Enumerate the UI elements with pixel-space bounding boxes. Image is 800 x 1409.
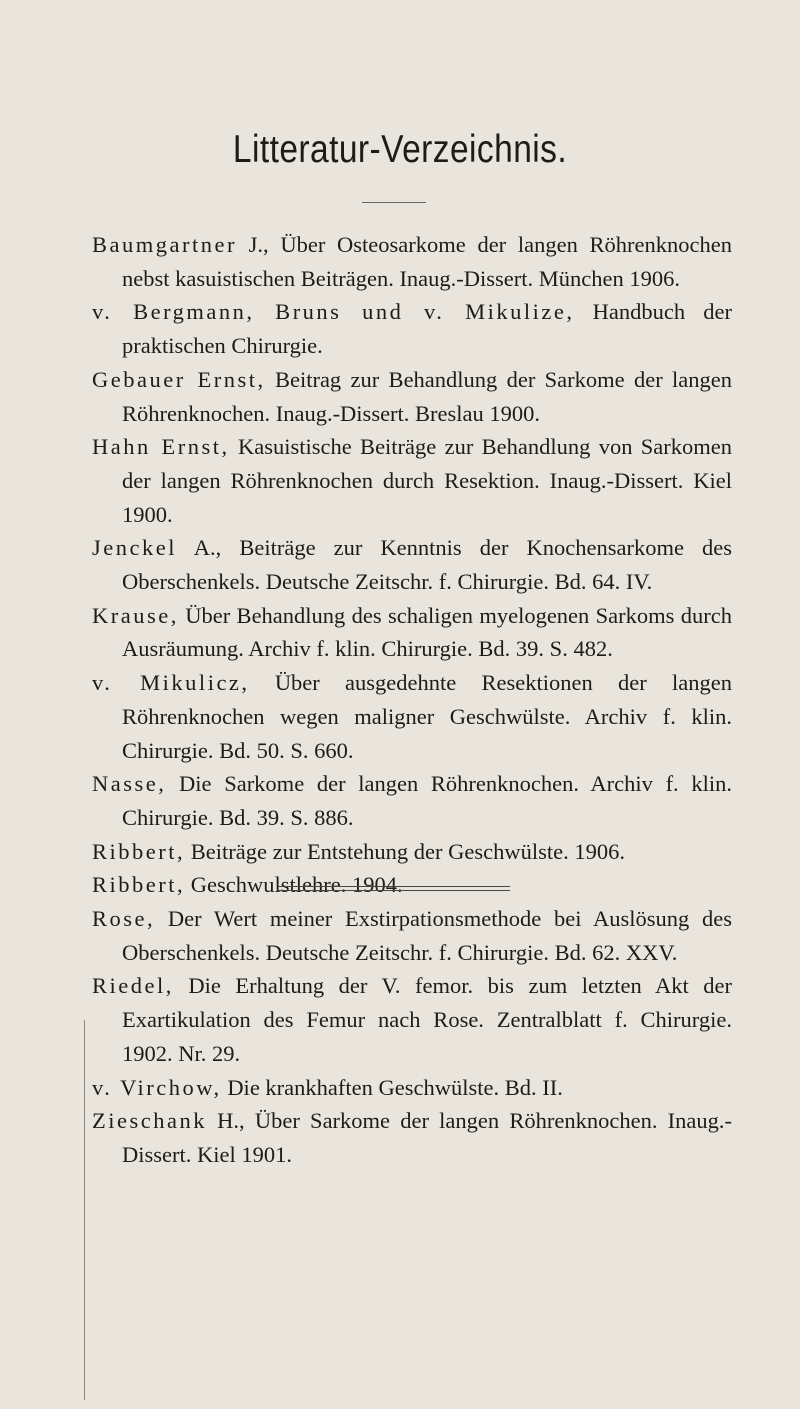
entry-author: v. Bergmann, Bruns und v. Mikulize, xyxy=(92,299,575,325)
entry-author: v. Mikulicz, xyxy=(92,670,250,696)
entry-author: Baumgartner xyxy=(92,232,237,257)
entry-text: Die krankhaften Geschwülste. Bd. II. xyxy=(221,1074,563,1100)
entry-text: Handbuch der praktischen Chirurgie. xyxy=(122,299,733,359)
bibliography-entry xyxy=(92,767,732,834)
entry-author: Jenckel xyxy=(92,535,177,561)
entry-author: Hahn Ernst, xyxy=(92,434,230,460)
entry-author: Nasse, xyxy=(92,771,167,797)
entry-author: Riedel, xyxy=(92,973,174,999)
entry-author: Rose, xyxy=(92,906,156,932)
bibliography-entry xyxy=(92,531,732,598)
bibliography-entry xyxy=(92,430,732,531)
end-double-rule-top xyxy=(278,886,510,887)
entry-text: Die Sarkome der langen Röhrenknochen. Archiv f. klin. Chirurgie. Bd. 39. S. 886. xyxy=(122,771,732,830)
page-edge-mark xyxy=(84,1020,85,1400)
bibliography-entry xyxy=(92,902,732,969)
entry-text: Die Erhaltung der V. femor. bis zum letzten Akt der Exartikulation des Femur nach Rose. Zentralblatt f. Chirurgie. 1902. Nr. 29. xyxy=(122,973,732,1066)
entry-text: A., Beiträge zur Kenntnis der Knochensarkome des Oberschenkels. Deutsche Zeitschr. f. Chirurgie. Bd. 64. IV. xyxy=(122,535,732,595)
bibliography-entry xyxy=(92,295,732,362)
entry-text: Der Wert meiner Exstirpationsmethode bei Auslösung des Oberschenkels. Deutsche Zeitschr. f. Chirurgie. Bd. 62. XXV. xyxy=(122,906,732,965)
bibliography-entry xyxy=(92,1104,732,1171)
entry-text: J., Über Osteosarkome der langen Röhrenknochen nebst kasuistischen Beiträgen. Inaug.-Dissert. München 1906. xyxy=(122,232,732,291)
title-divider xyxy=(362,202,426,203)
entry-author: Zieschank xyxy=(92,1108,207,1134)
entry-author: Ribbert, xyxy=(92,872,186,898)
page-title: Litteratur-Verzeichnis. xyxy=(232,128,568,171)
entry-text: Über Behandlung des schaligen myelogenen Sarkoms durch Ausräumung. Archiv f. klin. Chirurgie. Bd. 39. S. 482. xyxy=(122,602,732,662)
entry-text: Über ausgedehnte Resektionen der langen Röhrenknochen wegen maligner Geschwülste. Archiv f. klin. Chirurgie. Bd. 50. S. 660. xyxy=(122,670,732,763)
bibliography-entry xyxy=(92,835,732,869)
bibliography-entry xyxy=(92,969,732,1070)
bibliography-entry xyxy=(92,666,732,767)
bibliography-entry xyxy=(92,228,732,295)
bibliography-entry xyxy=(92,363,732,430)
entry-text: Beitrag zur Behandlung der Sarkome der langen Röhrenknochen. Inaug.-Dissert. Breslau 1900. xyxy=(122,366,732,426)
entry-text: Geschwulstlehre. 1904. xyxy=(185,872,403,898)
entry-author: Krause, xyxy=(92,602,179,628)
entry-text: H., Über Sarkome der langen Röhrenknochen. Inaug.-Dissert. Kiel 1901. xyxy=(122,1108,732,1167)
bibliography-entry xyxy=(92,599,732,666)
end-double-rule-bottom xyxy=(278,890,510,891)
entry-author: v. Virchow, xyxy=(92,1074,222,1100)
bibliography-entry xyxy=(92,1071,732,1105)
bibliography-list xyxy=(92,228,732,1172)
entry-author: Ribbert, xyxy=(92,838,186,864)
entry-text: Kasuistische Beiträge zur Behandlung von Sarkomen der langen Röhrenknochen durch Resektion. Inaug.-Dissert. Kiel 1900. xyxy=(122,434,733,527)
entry-text: Beiträge zur Entstehung der Geschwülste. 1906. xyxy=(185,838,626,864)
entry-author: Gebauer Ernst, xyxy=(92,366,266,392)
